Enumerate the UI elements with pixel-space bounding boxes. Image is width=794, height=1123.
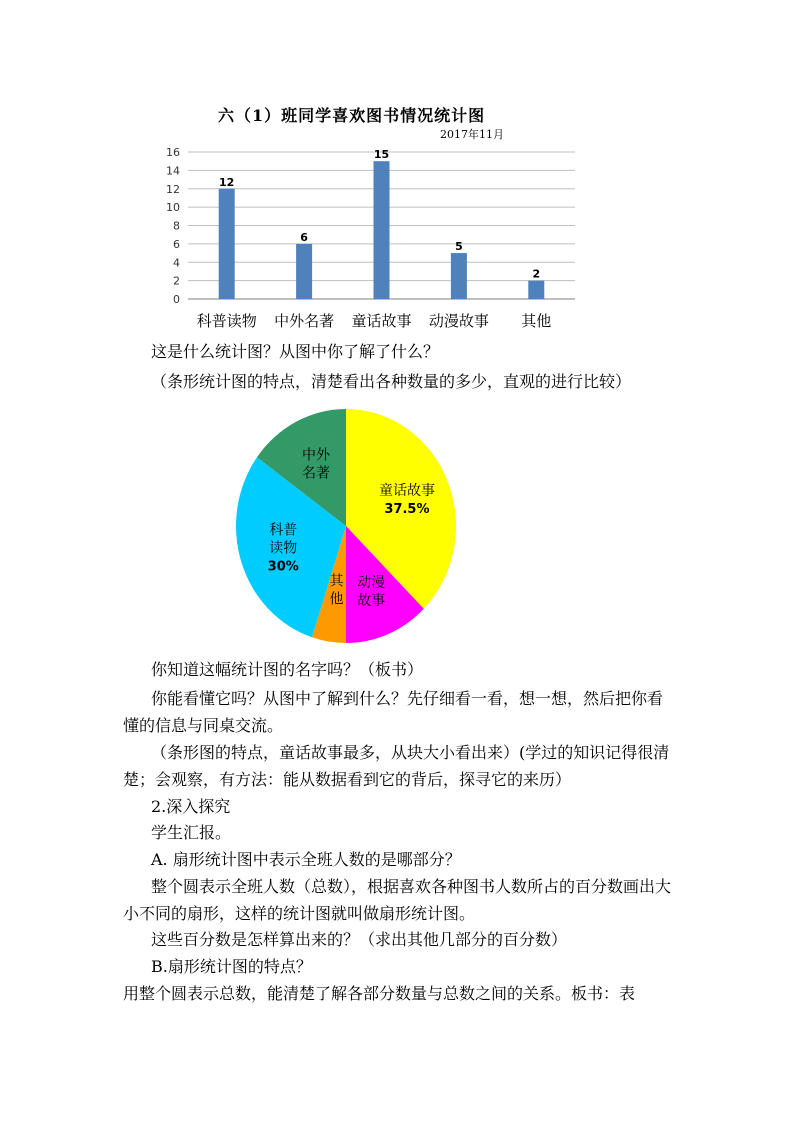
pie-slice-label: 名著 [302, 465, 331, 482]
paragraph-6: （条形图的特点，童话故事最多，从块大小看出来）(学过的知识记得很清 [151, 743, 670, 762]
pie-slice-label: 童话故事 [378, 483, 435, 500]
pie-slice-label: 读物 [269, 540, 298, 557]
bar [219, 189, 235, 299]
paragraph-7: 楚；会观察，有方法：能从数据看到它的背后，探寻它的来历） [123, 770, 572, 789]
paragraph-11: 整个圆表示全班人数（总数），根据喜欢各种图书人数所占的百分数画出大 [151, 877, 672, 896]
pie-chart [230, 402, 462, 652]
pie-slice-label: 中外 [302, 447, 331, 464]
paragraph-10: A. 扇形统计图中表示全班人数的是哪部分？ [151, 850, 461, 869]
y-tick-label: 4 [173, 256, 180, 270]
x-tick-label: 科普读物 [196, 312, 257, 330]
pie-value-label: 30% [267, 559, 299, 575]
x-tick-label: 其他 [521, 312, 552, 330]
x-tick-label: 动漫故事 [428, 312, 489, 330]
data-label: 2 [532, 267, 541, 281]
bar [528, 281, 544, 299]
pie-slice-label: 动漫 [357, 574, 386, 591]
y-tick-label: 2 [173, 274, 180, 288]
paragraph-5: 懂的信息与同桌交流。 [123, 716, 284, 735]
y-tick-label: 14 [166, 164, 180, 178]
data-label: 15 [373, 148, 390, 162]
paragraph-15: 用整个圆表示总数，能清楚了解各部分数量与总数之间的关系。板书：表 [123, 984, 636, 1003]
data-label: 6 [300, 230, 308, 244]
bar [296, 244, 312, 299]
pie-slice-label: 故事 [357, 592, 386, 609]
bar-chart [160, 140, 580, 335]
paragraph-9: 学生汇报。 [151, 823, 232, 842]
y-tick-label: 8 [173, 219, 180, 233]
y-tick-label: 16 [166, 146, 180, 159]
y-tick-label: 0 [173, 293, 180, 306]
data-label: 12 [219, 175, 235, 189]
paragraph-4: 你能看懂它吗？从图中了解到什么？先仔细看一看，想一想，然后把你看 [151, 689, 664, 708]
data-label: 5 [455, 240, 463, 254]
paragraph-14: B.扇形统计图的特点？ [151, 957, 312, 976]
pie-slice-label: 科普 [269, 522, 298, 539]
x-tick-label: 中外名著 [274, 312, 335, 330]
pie-value-label: 37.5% [384, 502, 430, 518]
bar-chart-subtitle: 2017年11月 [440, 128, 504, 141]
y-tick-label: 6 [173, 237, 180, 251]
y-tick-label: 12 [166, 182, 180, 196]
pie-slice-label: 其 [329, 573, 344, 590]
paragraph-12: 小不同的扇形，这样的统计图就叫做扇形统计图。 [123, 904, 476, 923]
y-tick-label: 10 [166, 201, 180, 215]
bar [374, 161, 390, 299]
paragraph-3: 你知道这幅统计图的名字吗？（板书） [151, 660, 424, 679]
paragraph-13: 这些百分数是怎样算出来的？（求出其他几部分的百分数） [151, 930, 568, 949]
paragraph-8: 2.深入探究 [151, 797, 231, 816]
x-tick-label: 童话故事 [351, 312, 412, 330]
bar-chart-title: 六（1）班同学喜欢图书情况统计图 [218, 106, 486, 125]
paragraph-1: 这是什么统计图？从图中你了解了什么？ [151, 342, 440, 361]
paragraph-2: （条形统计图的特点，清楚看出各种数量的多少，直观的进行比较） [151, 372, 632, 391]
pie-slice-label: 他 [329, 591, 344, 608]
bar [451, 253, 467, 299]
